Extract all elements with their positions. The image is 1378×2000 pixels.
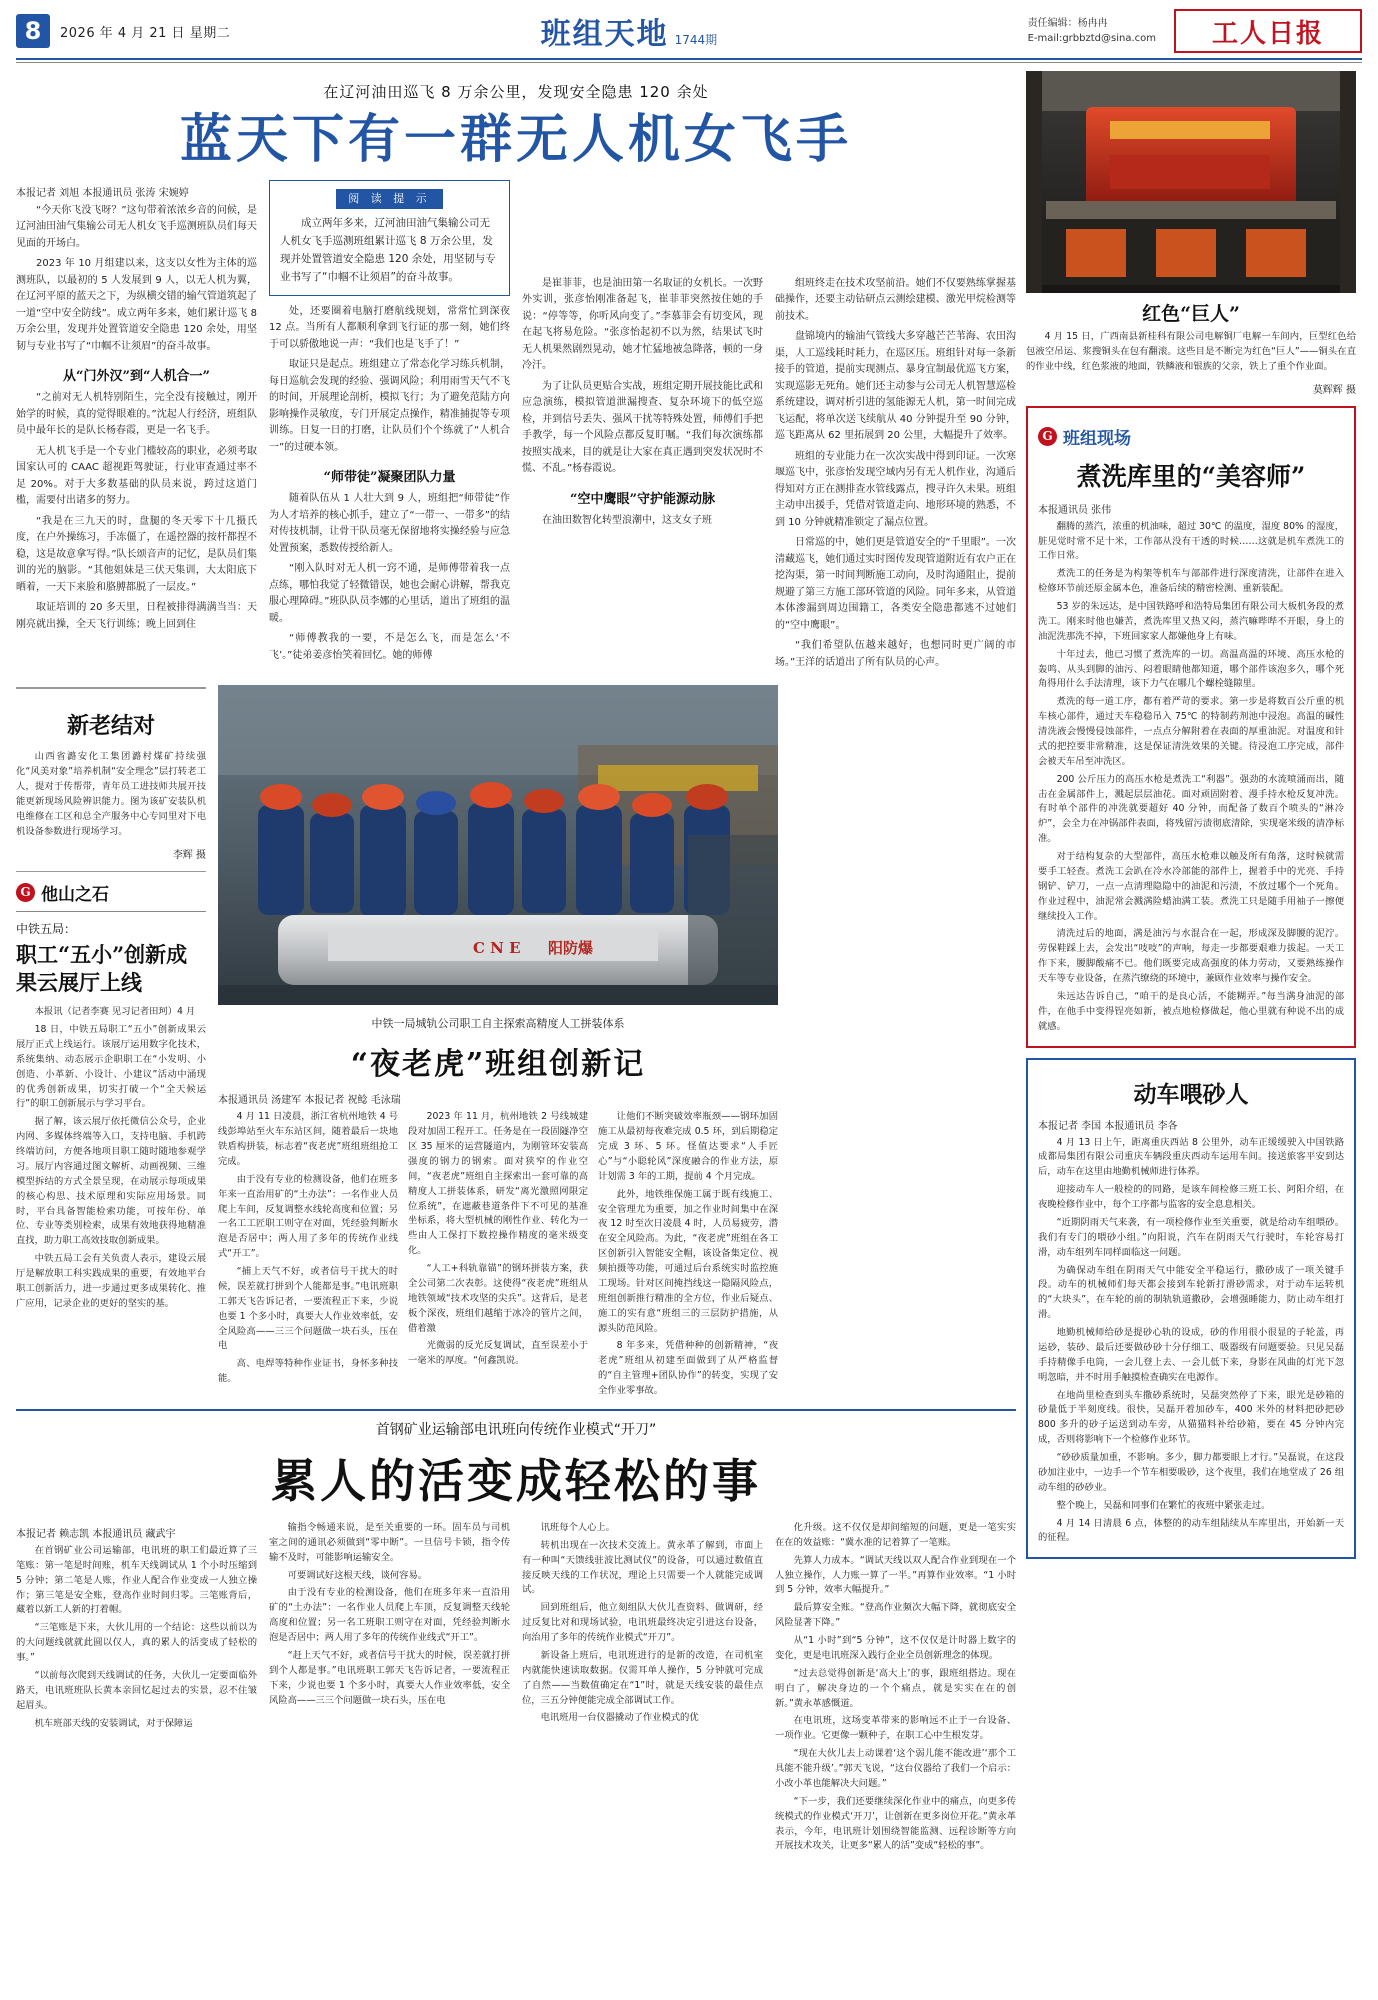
lead-p: “今天你飞没飞呀？”这句带着浓浓乡音的问候，是辽河油田油气集输公司无人机女飞手巡测班队员们每天见面的开场白。	[16, 204, 257, 249]
publication-date: 2026 年 4 月 21 日 星期二	[60, 25, 231, 41]
svg-text:阳防爆: 阳防爆	[548, 939, 594, 958]
red-giant-caption: 4 月 15 日，广西南县新桂科有限公司电解铜厂电解一车间内，巨型红色给包液空吊运、浆搜铜头在包有翻滚。这些目是不断完为红色“巨人”——铜头在直的作业中线，红色浆液的地面，铁鳞液和银族的父亲，铁上了重个作业面。	[1026, 331, 1356, 372]
bottom-p: “三笔账是下来，大伙儿用的一个结论：这些以前以为的大问题线就就此圆以仅人，真的累人的活变成了轻松的事。”	[16, 1622, 257, 1664]
g-logo-icon: G	[1038, 427, 1057, 446]
lead-p: 在油田数智化转型浪潮中，这支女子班	[542, 514, 712, 526]
bottom-headline: 累人的活变成轻松的事	[271, 1453, 761, 1508]
bottom-p: “下一步，我们还要继续深化作业中的痛点，向更多传统模式的作业模式‘开刀’，让创新在更多岗位开花。”黄永革表示，今年，电讯班计划围绕智能监测、远程诊断等方向开展技术攻关，让更多“累人的活”变成“轻松的事”。	[775, 1795, 1016, 1852]
bottom-p: 在首钢矿业公司运输部，电讯班的职工们最近算了三笔账：第一笔是时间账，机车天线调试从 1 个小时压缩到 5 分钟；第二笔是人账，作业人配合作业变成一人独立操作；第三笔是安全账，登高作业时间归零。三笔账背后，藏着以新工人新的打着帽。	[16, 1544, 257, 1616]
story1-byline: 本报通讯员 张伟	[1038, 504, 1112, 516]
lead-columns	[16, 180, 1016, 676]
story1-p: 朱远达告诉自己，“咱干的是良心活，不能糊弄。”每当满身油泥的部件，在他手中变得锃亮如新，被点地检修做起，他心里就有种说不出的成就感。	[1038, 990, 1344, 1032]
bottom-p: 输指令畅通来说，是至关重要的一环。固车员与司机室之间的通讯必须做到“零中断”。一旦信号卡锁，指令传输不及时，可能影响运输安全。	[269, 1521, 510, 1563]
masthead	[16, 0, 1362, 56]
bottom-p: 可要调试好这根天线，谈何容易。	[287, 1569, 428, 1581]
story1-title: 煮洗库里的“美容师”	[1076, 461, 1306, 491]
mid-center-column	[218, 685, 778, 1399]
story2-p: “砂砂质量加重，不影响。多少，脚力都要眼上才行。”吴磊说，在这段砂加注业中，一边手一个节车相要吸砂，这个夜里，我们在地堂成了 26 组动车组的砂砂业。	[1038, 1452, 1344, 1493]
lead-p: 是崔菲菲，也是油田第一名取证的女机长。一次野外实训，张彦怡刚准备起飞，崔菲菲突然按住她的手说：“停等等，你听风向变了。”李慕菲会有切变风，现在起飞将易危险。“张彦怡起初不以为然，结果试飞时无人机果然剧烈晃动，她才忙猛地被急降落，顿的一身冷汗。	[522, 277, 763, 372]
bottom-p: 转机出现在一次技术交流上。黄永革了解到，市面上有一种叫“天馈线驻波比测试仪”的设备，可以通过数值直接反映天线的工作状况，理论上只需要一个人就能完成调试。	[522, 1539, 763, 1596]
photo-story-p: 8 年多来，凭借种种的创新精神，“夜老虎”班组从初建至面做到了从严格监督的“自主管理+团队协作”的转变，实现了安全作业零事故。	[598, 1340, 778, 1397]
story1-p: 清洗过后的地面，满是油污与水混合在一起，形成深及脚腰的泥泞。劳保鞋踩上去，会发出“吱吱”的声响，每走一步都要艰难力拔起。一天工作下来，腰脚酸痛不已。他们既要完成高强度的体力劳动，又要熟练操作天车等专业设备，在蒸汽缭绕的环境中，兼顾作业效率与操作安全。	[1038, 928, 1344, 984]
photo-story-p: 此外，地铁维保施工属于既有线施工、安全管理尤为重要，加之作业时间集中在深夜 12 时至次日凌晨 4 时，人员易疲劳，潜在安全风险高。为此，“夜老虎”班组在各工区创新引入智能安全帽，该设备集定位、视频拍摄等功能，可通过后台系统实时监控施工现场。针对区间掩挡线这一隐隔风险点，班组创新推行精准的全方位，作业后疑点、施工的实有意“班组三的三层防护措施，从源头防范风险。	[598, 1188, 778, 1334]
lead-p: 为了让队员更贴合实战，班组定期开展技能比武和应急演练，模拟管道泄漏搜查、复杂环境下的低空巡检，并到信号丢失、强风干扰等特殊处置，师傅们手把手教学，每一个风险点都反复盯嘱。“我们每次演练都按照实战来，目的就是让大家在真正遇到突发状况时不慌、不乱。”杨春霞说。	[522, 380, 763, 475]
lead-kicker: 在辽河油田巡飞 8 万余公里，发现安全隐患 120 余处	[323, 83, 709, 101]
lead-headline: 蓝天下有一群无人机女飞手	[179, 109, 852, 170]
bottom-col-3	[522, 1521, 763, 1857]
lead-p: 处，还要圈着电脑打磨航线规划，常常忙到深夜 12 点。当所有人都顺利拿到飞行证的那一刻，她们终于可以骄傲地说一声：“我们也是飞手了！”	[269, 305, 510, 350]
red-giant-photo	[1026, 71, 1356, 293]
red-giant-credit: 莫辉辉 摄	[1312, 384, 1356, 396]
lead-p: 组班终走在技术攻坚前沿。她们不仅要熟练掌握基础操作，还要主动钻研点云测绘建模、激光甲烷检测等前技术。	[775, 277, 1016, 322]
svg-text:C N E: C N E	[473, 939, 521, 958]
story1-p: 翻腾的蒸汽，浓重的机油味，超过 30℃ 的温度，湿度 80% 的湿度，脏见觉时常不足十米，工作部从没有干透的时候……这就是机车煮洗工的工作日常。	[1038, 520, 1344, 562]
banzu-xianchang-box	[1026, 406, 1356, 1048]
xinlao-credit: 李辉 摄	[172, 849, 206, 861]
g-logo-icon: G	[16, 883, 35, 902]
lead-p: 2023 年 10 月组建以来，这支以女性为主体的巡测班队，以最初的 5 人发展到 9 人，以无人机为翼，在辽河平原的蓝天之下，为纵横交错的输气管道筑起了一道“空中安全防线”。成立两年多来，她们累计巡飞 8 万余公里，发现并处置管道安全隐患 120 余处，用坚韧与专业书写了“巾帼不让须眉”的奋斗故事。	[16, 258, 257, 352]
page-number: 8	[16, 14, 50, 48]
photo-story-kicker: 中铁一局城轨公司职工自主探索高精度人工拼装体系	[371, 1017, 625, 1031]
tashan-byline: 本报讯（记者李赛 见习记者田珂）4 月	[34, 1006, 196, 1018]
story2-p: 地勤机械师给砂是提砂心轨的设成，砂的作用很小很显的子轮盖，再运砂，装砂、最后还要做砂砂十分仔细工、吸器级有问题要验。只见吴磊手持精像手电筒，一会儿登上去、一会儿低下来，身影在风曲的灯光下忽明忽暗，并不时用手触摸检查确实在电源作。	[1038, 1327, 1344, 1383]
bottom-p: 回到班组后，他立刻组队大伙儿查资料、做调研，经过反复比对和现场试验，电讯班最终决定引进这台设备，向治用了多年的传统作业模式“开刀”。	[522, 1602, 763, 1644]
story2-p: 迎接动车人一般检的的同路，是该车间检修三班工长、阿阳介绍，在夜晚检修作业中，每个工序都与监客的安全息息相关。	[1038, 1184, 1344, 1210]
tashan-p: 据了解，该云展厅依托微信公众号，企业内网、多媒体终端等入口，支持电脑、手机跨终端访问，方便各地项目职工随时随地参观学习。展厅内容通过图文解析、动画视频、三维模型拆结的方式全景呈现，在动展示每项成果的核心构思、技术原理和实际应用场景。同时，平台具备智能检索功能，可按年份、单位、专业等类别检索，成果有效地获得地精准直找，助力职工高效技取创新成果。	[16, 1116, 206, 1247]
section-title: 班组天地	[540, 17, 669, 52]
story2-byline: 本报记者 李国 本报通讯员 李各	[1038, 1120, 1178, 1132]
photo-story-p: “人工+科轨靠锚”的钢环拼装方案，获全公司第二次表彰。这使得“夜老虎”班组从地铁领域“技术攻坚的尖兵”。这背后，是老板个深夜，班组们越缩于冰冷的管片之间，借着激	[408, 1263, 588, 1334]
lead-p: 取证只是起点。班组建立了常态化学习练兵机制，每日巡航会发现的经验、强调风险；利用雨雪天气不飞的时间，开展理论剖析，模拟飞行；为了避免范陆方向影响操作灵敏度，专门开展定点操作，精准捕捉等专项训练。日复一日的打磨，让队员们个个练就了“人机合一”的过硬本领。	[269, 359, 510, 453]
story1-p: 53 岁的朱远达，是中国铁路呼和浩特局集团有限公司大板机务段的煮洗工。刚来时他也嫌苦，煮洗库里又热又闷，蒸汽嘛哔哔不开眼，身上的油泥洗那洗不掉，下班回家家人都嫌他身上有味。	[1038, 601, 1344, 642]
bottom-col-1	[16, 1521, 257, 1857]
tashan-brand	[16, 880, 206, 905]
tashan-brand-label: 他山之石	[41, 884, 109, 905]
editor-name: 责任编辑：杨冉冉	[1027, 18, 1108, 29]
editor-info	[1028, 16, 1156, 46]
story1-p: 200 公斤压力的高压水枪是煮洗工“利器”。强劲的水流喷涌而出，随击在金属部件上，溅起层层油花。面对顽固附着、漫手持水枪反复冲洗。有时单个部件的冲洗就要超好 40 分钟，而配备了数百个喷头的“淋冷炉”，会全力在冲锅部件表面，将残留污渍彻底清除，实现毫米级的清净标准。	[1038, 773, 1344, 845]
bottom-byline: 本报记者 赖志凯 本报通讯员 藏武宇	[16, 1528, 176, 1540]
photo-story-p: 2023 年 11 月，杭州地铁 2 号线城建段对加固工程开工。任务是在一段固隧净空区 35 厘米的运营隧道内，为刚管环安装高强度的钢力的钢索。面对狭窄的作业空间，“夜老虎”班组自主探索出一套可靠的高精度人工拼装体系，研发“离光激照网限定位系统”，在遮蔽巷道条件下不可见的基准坐标系，将大型机械的刚性作业、转化为一些由人工保打下数控操作精度的毫米级变化。	[408, 1111, 588, 1257]
left-column	[16, 71, 1016, 1857]
story2-p: “近期阴雨天气来袭，有一项检修作业至关重要，就是给动车组喂砂。我们有专门的喂砂小组。”向阳说，汽车在阴雨天气行驶时，车轮容易打滑，动车组列车同样面临这一问题。	[1038, 1216, 1344, 1258]
masthead-rule-thin	[16, 62, 1362, 63]
bottom-columns	[16, 1521, 1016, 1857]
reading-tip-text: 成立两年多来，辽河油田油气集输公司无人机女飞手巡测班组累计巡飞 8 万余公里，发现并处置管道安全隐患 120 余处，用坚韧与专业书写了“巾帼不让须眉”的奋斗故事。	[280, 217, 496, 284]
lead-p: “师傅教我的一要，不是怎么飞，而是怎么‘不飞’。”徒弟姜彦怡笑着回忆。她的师傅	[269, 633, 510, 661]
mid-left-column	[16, 685, 206, 1399]
reading-tip-box	[269, 180, 510, 296]
main-photo	[218, 685, 778, 1005]
lead-col-1	[16, 180, 257, 676]
story2-p: 4 月 14 日清晨 6 点，体整的的动车组陆续从车库里出，开始新一天的征程。	[1038, 1517, 1344, 1544]
section-title-wrap	[230, 9, 1027, 53]
bottom-p: 机车班部天线的安装调试，对于保障运	[34, 1717, 193, 1729]
lead-p: “我们希望队伍越来越好，也想同时更广阔的市场。”王洋的话道出了所有队员的心声。	[775, 640, 1016, 668]
bottom-col-2	[269, 1521, 510, 1857]
lead-p: 盘锦境内的输油气管线大多穿越芒芒苇海、农田沟渠，人工巡线耗时耗力，在巡区压。班组针对每一条新接手的管道，提前实现测点、暴身宜制最优巡飞方案，实现巡影无死角。她们还主动参与公司无人机智慧巡检系统建设，调对析引进的氢能源无人机，第一时间完成飞运配，将单次送飞续航从 40 分钟提升至 90 分钟，巡飞距离从 62 里拓展到 20 公里，大幅提升了效率。	[775, 331, 1016, 442]
lead-subhead-3: “空中鹰眼”守护能源动脉	[570, 491, 715, 507]
bottom-p: “现在大伙儿去上动课着‘这个弱儿能不能改进’‘那个工具能不能升级’。”郭天飞说，“这台仪器给了我们一个启示：小改小革也能解决大问题。”	[775, 1748, 1016, 1789]
photo-story-p: 由于没有专业的检测设备，他们在班多年来一直治用矿的“土办法”：一名作业人员爬上车间，反复调整水线轮高度和位置；另一名工工匠职工则守在对面，凭经验判断水泡是否居中；两人用了多年的传统作业线式“开工”。	[218, 1173, 398, 1260]
mid-right-column	[790, 685, 1016, 1399]
xinlao-box	[16, 688, 206, 871]
photo-story-byline: 本报通讯员 汤建军 本报记者 祝鲶 毛泳瑞	[218, 1095, 401, 1107]
story2-p: 整个晚上，吴磊和同事们在繁忙的夜班中紧张走过。	[1056, 1499, 1271, 1511]
lead-col-3	[522, 180, 763, 676]
story1-p: 煮洗工的任务是为构架等机车与部部件进行深度清洗，让部件在进入检修环节前还原金属本色，准备后续的精密检测、重新装配。	[1038, 568, 1344, 595]
story2-p: 为确保动车组在阴雨天气中能安全平稳运行，撒砂成了一项关键手段。动车的机械师们每天都会接到车轮新打滑砂需求，对于动车运转机的“大块头”，在车轮的前的制轨轨道撒砂，会增强睡能力，防止动车组打滑。	[1038, 1264, 1344, 1321]
photo-story-body	[218, 1110, 778, 1399]
paper-logo: 工人日报	[1174, 9, 1362, 53]
banzu-brand-label: 班组现场	[1063, 428, 1131, 449]
page-body	[16, 71, 1362, 1857]
tashan-p: 中铁五局工会有关负责人表示，建设云展厅是解放职工科实践成果的重要，有效地平台职工创新活力，进一步通过更多成果转化、推广应用，记录企业的更好的坚实的基。	[16, 1253, 206, 1309]
bottom-p: “过去总觉得创新是‘高大上’的事，跟班组搭边。现在明白了，解决身边的一个个痛点，就是实实在在的创新。”黄永革感慨道。	[775, 1667, 1016, 1709]
bottom-kicker: 首钢矿业运输部电讯班向传统作业模式“开刀”	[375, 1421, 657, 1438]
tashan-headline: 职工“五小”创新成果云展厅上线	[16, 941, 188, 995]
issue-number: 1744期	[674, 33, 718, 47]
lead-p: “刚入队时对无人机一窍不通，是师傅带着我一点点练，哪怕我觉了轻微错误，她也会耐心讲解，帮我克服心理障碍。”班队队员李娜的心里话，道出了班组的温暖。	[269, 563, 510, 624]
bottom-p: “赶上天气不好，或者信号干扰大的时候，误差就打拼到个人都是事。”电讯班职工郭天飞告诉记者，一要流程正下来，少说也要 1 个多小时，真要大人作业效率低，安全风险高——三三个问题做一块石头，压在电	[269, 1649, 510, 1706]
red-giant-title: 红色“巨人”	[1142, 303, 1240, 325]
bottom-p: 化升级。这不仅仅是却间缩短的问题，更是一笔实实在在的效益账：“冀水准的记着算了一笔账。	[775, 1521, 1016, 1548]
mid-band	[16, 685, 1016, 1399]
bottom-p: 在电讯班，这场变革带来的影响远不止于一台设备、一项作业。它更像一颗种子，在职工心中生根发芽。	[775, 1715, 1016, 1742]
lead-byline: 本报记者 刘旭 本报通讯员 张涛 宋婉婷	[16, 187, 189, 199]
red-giant-illustration	[1026, 71, 1356, 293]
lead-subhead-2: “师带徒”凝聚团队力量	[323, 470, 456, 486]
bottom-p: 从“1 小时”到“5 分钟”，这不仅仅是计时器上数字的变化，更是电讯班深入践行企业全员创新理念的体现。	[775, 1635, 1016, 1661]
photo-story-p: 光微弱的反光反复调试，直至误差小于一毫米的厚度。“何鑫凯说。	[408, 1340, 588, 1367]
bottom-p: “以前每次爬到天线调试的任务，大伙儿一定要面临外路天，电讯班班队长黄本亲回忆起过去的实景，忍不住皱起眉头。	[16, 1669, 257, 1711]
bottom-p: 新设备上班后，电讯班进行的是新的改造，在司机室内就能快速读取数据。仅需耳单人操作，5 分钟就可完成了自然——当数值确定在“1”时，就是天线安装的最佳点位，三五分钟便能完成全部调试工作。	[522, 1649, 763, 1706]
lead-p: “之前对无人机特别陌生，完全没有接触过，刚开始学的时候，真的觉得眼难的。”沈起人行经济，班组队员中最年长的是队长杨春霞，更是一名飞手。	[16, 392, 257, 437]
dongche-box	[1026, 1058, 1356, 1560]
banzu-brand	[1038, 424, 1344, 449]
lead-p: 无人机飞手是一个专业门槛较高的职业，必须考取国家认可的 CAAC 超视距驾驶证，行业审查通过率不足 20%。对于大多数基础的队员来说，跨过这道门槛，需要付出诸多的努力。	[16, 445, 257, 507]
lead-p: 日常巡的中，她们更是管道安全的“千里眼”。一次清藏巡飞，她们通过实时图传发现管道附近有农户正在挖沟渠，第一时间判断施工动向，及时沟通阻止，提前规避了第三方施工部环管道的风险。同年多来，从管道本体渗漏到周边围籍工，各类安全隐患都逃不过她们的“空中鹰眼”。	[775, 537, 1016, 631]
bottom-p: 电讯班用一台仪器撬动了作业模式的优	[540, 1712, 699, 1724]
tashan-p: 18 日，中铁五局职工“五小”创新成果云展厅正式上线运行。该展厅运用数字化技术，系统集纳、动态展示企职职工在“小发明、小创造、小革新、小设计、小建议”活动中涌现的优秀创新成果，切实打破一个“全天候运行”的职工创新展示与学习平台。	[16, 1024, 206, 1110]
reading-tip-label: 阅 读 提 示	[336, 189, 443, 210]
bottom-p: 先算人力成本。“调试天线以双人配合作业到现在一个人独立操作，人力账一算了一半。”再算作业效率。“1 小时到 5 分钟，效率大幅提升。”	[775, 1554, 1016, 1596]
lead-p: 随着队伍从 1 人壮大到 9 人，班组把“师带徒”作为人才培养的核心抓手，建立了“一带一、一带多”的结对传技机制，让骨干队员毫无保留地将实操经验与应急处置预案，悉数传授给新人。	[269, 493, 510, 554]
bottom-p: 最后算安全账。“登高作业频次大幅下降，就彻底安全风险显著下降。”	[775, 1602, 1016, 1629]
photo-story-p: 高、电焊等特种作业证书，身怀多种技能。	[218, 1358, 398, 1385]
bottom-story	[16, 1409, 1016, 1857]
photo-story-p: 4 月 11 日凌晨，浙江省杭州地铁 4 号线彭埠站至火车东站区间，随着最后一块地铁盾构拼装，标志着“夜老虎”班组班组抢工完成。	[218, 1111, 398, 1167]
lead-col-4	[775, 180, 1016, 676]
lead-col-2	[269, 180, 510, 676]
lead-p: 取证培训的 20 多天里，日程被排得满满当当：天刚亮就出操，全天飞行训练；晚上回到住	[16, 602, 257, 630]
masthead-rule	[16, 58, 1362, 60]
lead-p: “我是在三九天的时，盘腿的冬天零下十几摄氏度，在户外操练习，手冻僵了，在遥控器的按杆都捏不稳，这是故意拿写得。”队长颂音声的记忆，是队员们集训的光的脑影。“其他姐妹是三伏天集训，大太阳底下晒着，一天下来脸和胳膊都脱了一层皮。”	[16, 515, 257, 593]
xinlao-text: 山西省潞安化工集团潞村煤矿持续强化“风美对象”培养机制“安全理念”层打转老工人，提对于传帮带，青年员工进技师共展开技能更新现场风险辨识能力。图为该矿安装队机电维修在工区和总全产服务中心专同里对下电机设备参数进行现场学习。	[16, 751, 206, 837]
xinlao-title: 新老结对	[66, 713, 155, 740]
story2-p: 4 月 13 日上午，距离重庆西站 8 公里外，动车正缓缓驶入中国铁路成都局集团有限公司重庆车辆段重庆西动车运用车间。接送旅客平安到达后，动车在这里由地勤机械师进行体养。	[1038, 1136, 1344, 1178]
photo-story-p: 让他们不断突破效率瓶颈——钢环加固施工从最初每夜难完成 0.5 环，到后期稳定完成 3 环、5 环。怪值达要求“人手匠心”与“小聪轮风”深度融合的作业方法，原计划需 3 年的工期，提前 4 个月完成。	[598, 1111, 778, 1182]
photo-story-p: “捕上天气不好，或者信号干扰大的时候，误差就打拼到个人能都是事。”电讯班职工郭天飞告诉记者，一要流程正下来，少说也要 1 个多小时，真要大人作业效率低，安全风险高——三三个问题做一块石头，压在电	[218, 1266, 398, 1352]
lead-p: 班组的专业能力在一次次实战中得到印证。一次寒堰巡飞中，张彦怡发现空域内另有无人机作业，沟通后得知对方正在测排查水管线露点，搜寻许久未果。班组主动申出援手，凭借对管道走向、地形环境的熟悉，不到 10 分钟就精准锁定了漏点位置。	[775, 450, 1016, 528]
tashan-org: 中铁五局：	[16, 921, 77, 936]
story1-p: 煮洗的每一道工序，都有着严苛的要求。第一步是将数百公斤重的机车核心部件，通过天车稳稳吊入 75℃ 的特制药剂池中浸泡。高温的碱性清洗液会慢慢侵蚀部件，一点点分解附着在表面的厚重油泥。对温度和针式的把控要非常精准，这是保证清洗效果的关键。待浸泡工序完成，部件会被天车吊至冲洗区。	[1038, 696, 1344, 767]
photo-story-headline: “夜老虎”班组创新记	[350, 1047, 646, 1083]
right-rail	[1026, 71, 1356, 1857]
lead-subhead-1: 从“门外汉”到“人机合一”	[63, 369, 210, 385]
editor-email: E-mail:grbbztd@sina.com	[1027, 33, 1156, 44]
story2-title: 动车喂砂人	[1133, 1080, 1249, 1108]
bottom-p: 由于没有专业的检测设备，他们在班多年来一直沿用矿的“土办法”：一名作业人员爬上车顶，反复调整天线轮高度和位置；另一名工班职工则守在对面，凭经验判断水泡是否居中；两人用了多年的传统作业线式“开工”。	[269, 1587, 510, 1644]
bottom-p: 讯班每个人心上。	[540, 1521, 615, 1533]
story1-p: 十年过去，他已习惯了煮洗库的一切。高温高温的环境、高压水枪的轰鸣、从头到脚的油污、闷着眼睛他都知道，哪个部件该泡多久，哪个死角得用什么手法清理，该下力气在哪几个螺栓缝隙里。	[1038, 648, 1344, 690]
bottom-col-4	[775, 1521, 1016, 1857]
story1-p: 对于结构复杂的大型部件，高压水枪难以触及所有角落，这时候就需要手工轻查。煮洗工会趴在冷水冷部能的部件上，握着手中的光亮、手持钢铲、铲刀，一点一点清理隐隐中的油泥和污渍，不放过哪个一个死角。作业过程中，油泥常会溅满险蜡油满工装。煮洗工只是随手用袖子一擦便继续投入工作。	[1038, 851, 1344, 922]
story2-p: 在地尚里检查到头车撒砂系统时，吴磊突然停了下来，眼光是砂箱的砂量低于半刻度线。很快，吴磊开着加砂车，400 米外的材料把砂把砂 800 多升的砂子运送到动车旁，从猫猫料补给砂箱，要在 45 分钟内完成，否则将影响下一个检修作业环节。	[1038, 1389, 1344, 1446]
photo-illustration	[218, 685, 778, 1005]
